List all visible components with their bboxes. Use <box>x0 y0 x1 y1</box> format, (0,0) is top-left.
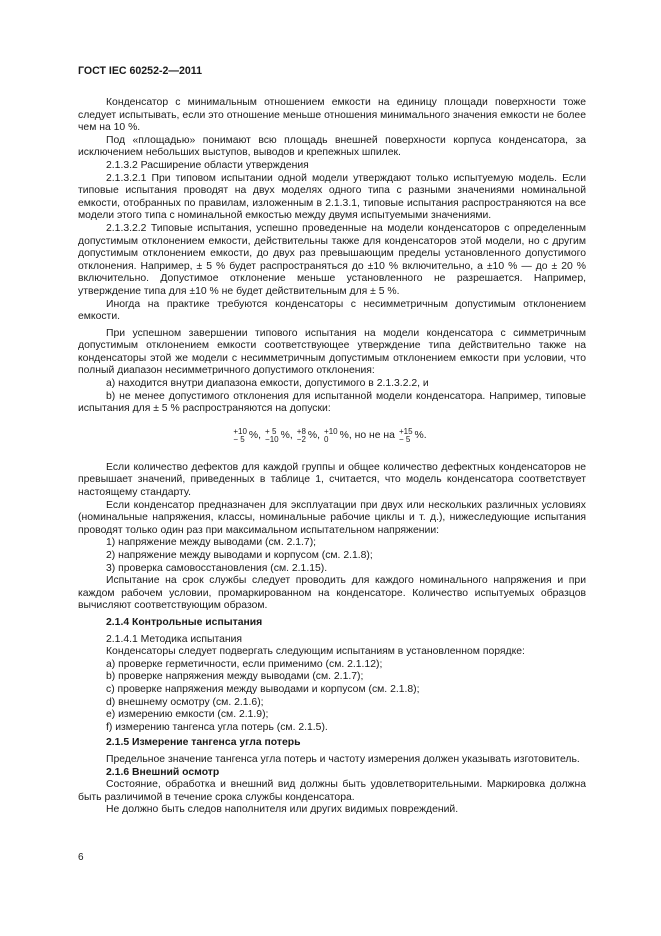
page-number: 6 <box>78 852 84 863</box>
paragraph: Конденсаторы следует подвергать следующим испытаниям в установленном порядке: <box>106 646 525 658</box>
list-item: f) измерению тангенса угла потерь (см. 2.1.5). <box>106 721 328 733</box>
paragraph: Не должно быть следов наполнителя или других видимых повреждений. <box>106 804 459 816</box>
list-item: a) проверке герметичности, если применимо (см. 2.1.12); <box>106 658 383 670</box>
list-item: 2) напряжение между выводами и корпусом (см. 2.1.8); <box>106 550 373 561</box>
subsection-heading: 2.1.3.2 Расширение области утверждения <box>106 159 309 171</box>
paragraph: 2.1.3.2.1 При типовом испытании одной модели утверждают только испытуемую модель. Если типовые испытания проводят на двух моделях одного типа с разными значениями номинальной емкости, отобранных по правилам, изложенным в 2.1.3.1, типовые испытания распространяются на все модели этого типа с номинальной емкостью между двумя испытуемыми значениями. <box>78 172 586 222</box>
paragraph: Состояние, обработка и внешний вид должны быть удовлетворительными. Маркировка должна быть различимой в течение срока службы конденсатора. <box>78 779 586 803</box>
paragraph: Если конденсатор предназначен для эксплуатации при двух или нескольких различных условиях (номинальные напряжения, классы, номинальные рабочие циклы и т. д.), нижеследующие испытания проводят только один раз при максимальном испытательном напряжении: <box>78 499 586 536</box>
paragraph: Предельное значение тангенса угла потерь и частоту измерения должен указывать изготовитель. <box>106 753 580 765</box>
paragraph: Под «площадью» понимают всю площадь внешней поверхности корпуса конденсатора, за исключением небольших выступов, выводов и крепежных шпилек. <box>78 134 586 159</box>
section-heading: 2.1.6 Внешний осмотр <box>106 766 220 778</box>
paragraph: При успешном завершении типового испытания на модели конденсатора с симметричным допустимым отклонением емкости соответствующее утверждение типа действительно также на конденсаторы этой же модели с несимметричным допустимым отклонением емкости при условии, что полный диапазон несимметричного допустимого отклонения: <box>78 327 586 377</box>
list-item: b) не менее допустимого отклонения для испытанной модели конденсатора. Например, типовые испытания для ± 5 % распространяются на допуски: <box>78 390 586 415</box>
paragraph: Испытание на срок службы следует проводить для каждого номинального напряжения и при каждом рабочем условии, промаркированном на конденсаторе. Количество испытуемых образцов вычисляют соответствующим образом. <box>78 575 586 612</box>
tolerance-term: +10 − 5 %, <box>233 426 262 444</box>
tolerance-term: +15 − 5 %. <box>398 426 427 444</box>
list-item: e) измерению емкости (см. 2.1.9); <box>106 709 269 721</box>
document-body <box>78 97 586 817</box>
tolerance-formula <box>78 424 586 448</box>
tolerance-term: + 5 −10 %, <box>265 426 293 444</box>
list-item: a) находится внутри диапазона емкости, допустимого в 2.1.3.2.2, и <box>106 378 429 390</box>
tolerance-term: +10 0 %, но не на <box>324 426 395 444</box>
list-item: c) проверке напряжения между выводами и корпусом (см. 2.1.8); <box>106 683 420 695</box>
subsection-heading: 2.1.4.1 Методика испытания <box>106 633 243 645</box>
list-item: d) внешнему осмотру (см. 2.1.6); <box>106 696 264 708</box>
document-header: ГОСТ IEC 60252-2—2011 <box>78 65 202 77</box>
paragraph: Иногда на практике требуются конденсаторы с несимметричным допустимым отклонением емкости. <box>78 298 586 323</box>
section-heading: 2.1.5 Измерение тангенса угла потерь <box>106 737 301 749</box>
list-item: 1) напряжение между выводами (см. 2.1.7); <box>106 537 317 549</box>
paragraph: Конденсатор с минимальным отношением емкости на единицу площади поверхности тоже следует испытывать, если это отношение меньше отношения минимального значения емкости не более чем на 10 %. <box>78 97 586 134</box>
list-item: b) проверке напряжения между выводами (см. 2.1.7); <box>106 671 364 683</box>
list-item: 3) проверка самовосстановления (см. 2.1.15). <box>106 562 328 574</box>
tolerance-term: +8 −2 %, <box>296 426 321 444</box>
paragraph: 2.1.3.2.2 Типовые испытания, успешно проведенные на модели конденсаторов с определенным допустимым отклонением емкости, действительны также для конденсаторов этой модели, но с другим допустимым отклонением емкости, до двух раз превышающим пределы установленного допустимого отклонения. Например, ± 5 % будет распространяться до ±10 % включительно, а ±10 % — до ± 20 % включительно. Допустимое отклонение меньше установленного не разрешается. Например, утверждение типа для ±10 % не будет действительным для ± 5 %. <box>78 222 586 297</box>
section-heading: 2.1.4 Контрольные испытания <box>106 616 263 628</box>
paragraph: Если количество дефектов для каждой группы и общее количество дефектных конденсаторов не превышает значений, приведенных в таблице 1, считается, что модель конденсатора соответствует настоящему стандарту. <box>78 461 586 499</box>
